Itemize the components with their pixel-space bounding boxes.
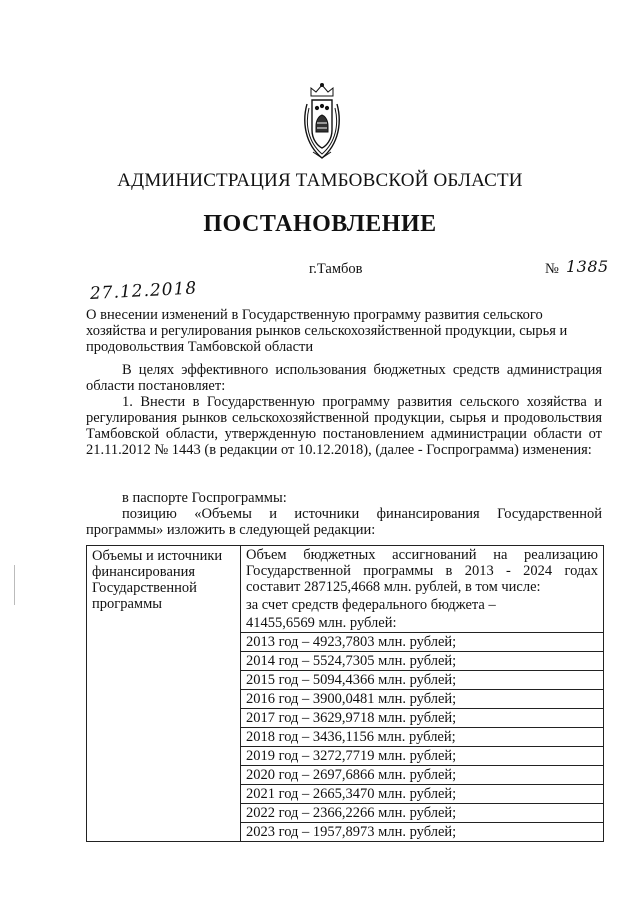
year-row: 2015 год – 5094,4366 млн. рублей; (241, 670, 603, 689)
federal-total: 41455,6569 млн. рублей: (246, 615, 397, 631)
scan-margin-mark (14, 565, 15, 605)
paragraph-position: позицию «Объемы и источники финансирования Государственной программы» изложить в следующей редакции: (86, 506, 602, 538)
document-type-title: ПОСТАНОВЛЕНИЕ (203, 211, 437, 237)
year-row: 2017 год – 3629,9718 млн. рублей; (241, 708, 603, 727)
year-row: 2013 год – 4923,7803 млн. рублей; (241, 632, 603, 651)
year-row: 2021 год – 2665,3470 млн. рублей; (241, 784, 603, 803)
year-row: 2016 год – 3900,0481 млн. рублей; (241, 689, 603, 708)
table-right-cell (241, 546, 604, 842)
paragraph-passport: в паспорте Госпрограммы: (122, 490, 287, 506)
document-subject: О внесении изменений в Государственную программу развития сельского хозяйства и регулирования рынков сельскохозяйственной продукции, сырья и продовольствия Тамбовской области (86, 307, 568, 355)
document-date: 27.12.2018 (89, 278, 198, 304)
year-row: 2020 год – 2697,6866 млн. рублей; (241, 765, 603, 784)
financing-table (86, 545, 604, 842)
table-intro: Объем бюджетных ассигнований на реализацию Государственной программы в 2013 - 2024 годах составит 287125,4668 млн. рублей, в том числе: (246, 547, 598, 595)
year-row: 2019 год – 3272,7719 млн. рублей; (241, 746, 603, 765)
city-label: г.Тамбов (309, 261, 363, 277)
year-row: 2023 год – 1957,8973 млн. рублей; (241, 822, 603, 841)
paragraph-purpose: В целях эффективного использования бюджетных средств администрация области постановляет: (86, 362, 602, 394)
table-row (87, 546, 604, 842)
year-row: 2018 год – 3436,1156 млн. рублей; (241, 727, 603, 746)
coat-of-arms-icon (301, 82, 343, 162)
table-left-cell: Объемы и источники финансирования Государственной программы (87, 546, 241, 842)
document-number: 1385 (566, 257, 609, 276)
organization-title: АДМИНИСТРАЦИЯ ТАМБОВСКОЙ ОБЛАСТИ (117, 170, 523, 191)
paragraph-item-1: 1. Внести в Государственную программу развития сельского хозяйства и регулирования рынков сельскохозяйственной продукции, сырья и продовольствия Тамбовской области, утвержденную постановлением администрации области от 21.11.2012 № 1443 (в редакции от 10.12.2018), (далее - Госпрограмма) изменения: (86, 394, 602, 458)
number-label: № (545, 261, 559, 277)
federal-label: за счет средств федерального бюджета – (246, 597, 496, 613)
year-row: 2022 год – 2366,2266 млн. рублей; (241, 803, 603, 822)
year-row: 2014 год – 5524,7305 млн. рублей; (241, 651, 603, 670)
